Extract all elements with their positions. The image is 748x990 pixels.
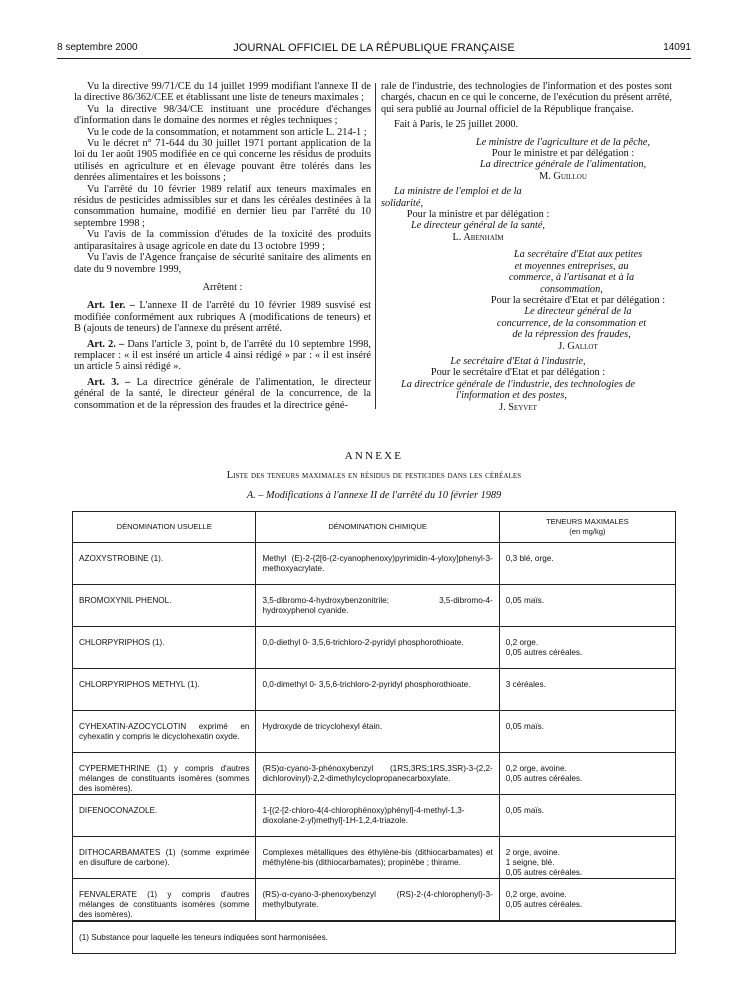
cell-max-limits: [499, 627, 675, 669]
cell-max-limits: [499, 879, 675, 922]
annexe-section-heading: [0, 490, 748, 501]
header-rule: [57, 58, 691, 59]
table-row: [73, 879, 676, 922]
col-header-chemical-name: DÉNOMINATION CHIMIQUE: [256, 512, 499, 543]
signature-role: Le directeur général de la concurrence, de la consommation et de la répression des fraudes,: [496, 306, 647, 341]
header-date: 8 septembre 2000: [57, 42, 138, 53]
article-text: La directrice générale de l'alimentation, le directeur général de la santé, le directeur général de la concurrence, de la consommation et de la répression des fraudes et la directrice géné-: [74, 376, 371, 411]
cell-chemical-name-text: 0,0-dimethyl 0- 3,5,6-trichloro-2-pyridyl phosphorothioate.: [262, 680, 471, 689]
col-header-max-limits: TENEURS MAXIMALES (en mg/kg): [499, 512, 675, 543]
cell-usual-name: [73, 711, 256, 753]
signature-title: La secrétaire d'Etat aux petites et moyennes entreprises, au commerce, à l'artisanat et à la consommation,: [508, 249, 643, 295]
cell-max-limits-text: 0,2 orge, avoine. 0,05 autres céréales.: [505, 764, 583, 783]
article-text: L'annexe II de l'arrêté du 10 février 1989 susvisé est modifiée conformément aux rubriques A (modifications de teneurs) et B (ajouts de teneurs) de l'annexe du présent arrêté.: [74, 300, 371, 335]
table-row: [73, 795, 676, 837]
cell-usual-name-text: CYPERMETHRINE (1) y compris d'autres mélanges de constituants isomères (sommes des isomères).: [79, 764, 250, 793]
visa-paragraph: Vu la directive 98/34/CE instituant une procédure d'échanges d'information dans le domaine des normes et règles techniques ;: [74, 103, 371, 127]
column-divider: [375, 83, 376, 409]
visa-paragraph: Vu l'avis de l'Agence française de sécurité sanitaire des aliments en date du 9 novembre 1999,: [74, 252, 371, 275]
cell-usual-name-text: CYHEXATIN-AZOCYCLOTIN exprimé en cyhexatin y compris le dicyclohexatin oxyde.: [79, 722, 250, 741]
cell-usual-name-text: CHLORPYRIPHOS METHYL (1).: [79, 680, 200, 689]
cell-usual-name-text: DITHOCARBAMATES (1) (somme exprimée en disulfure de carbone).: [79, 848, 250, 867]
cell-max-limits-text: 0,05 maïs.: [505, 596, 545, 605]
signature-delegation: Pour le secrétaire d'Etat et par délégation :: [430, 367, 606, 379]
cell-chemical-name: [256, 711, 499, 753]
cell-max-limits: [499, 585, 675, 627]
cell-chemical-name-text: (RS)-α-cyano-3-phenoxybenzyl (RS)-2-(4-chlorophenyl)-3-methylbutyrate.: [262, 890, 493, 909]
visa-paragraph: Vu l'avis de la commission d'études de la toxicité des produits antiparasitaires à usage agricole en date du 13 octobre 1999 ;: [74, 229, 371, 252]
header-journal-title: JOURNAL OFFICIEL DE LA RÉPUBLIQUE FRANÇAISE: [233, 42, 515, 54]
article-3: [74, 377, 371, 411]
cell-max-limits: [499, 711, 675, 753]
cell-usual-name: [73, 879, 256, 922]
cell-usual-name: [73, 627, 256, 669]
signature-name: M. Guillou: [539, 170, 587, 182]
cell-chemical-name-text: 0,0-diethyl 0- 3,5,6-trichloro-2-pyridyl phosphorothioate.: [262, 638, 464, 647]
cell-usual-name: [73, 669, 256, 711]
cell-chemical-name: [256, 543, 499, 585]
cell-max-limits-text: 2 orge, avoine. 1 seigne, blé. 0,05 autres céréales.: [505, 848, 583, 877]
signature-block: [441, 137, 672, 183]
signature-title: Le ministre de l'agriculture et de la pêche,: [475, 136, 651, 148]
residue-limits-table: [72, 511, 676, 954]
cell-chemical-name-text: Complexes métalliques des éthylène-bis (dithiocarbamates) et méthylène-bis (dithiocarbamates); propinèbe ; thirame.: [262, 848, 493, 867]
table-row: [73, 627, 676, 669]
cell-chemical-name-text: 3,5-dibromo-4-hydroxybenzonitrile; 3,5-dibromo-4-hydroxyphenol cyanide.: [262, 596, 493, 615]
article-label: Art. 3. –: [87, 376, 131, 388]
col-header-usual-name: DÉNOMINATION USUELLE: [73, 512, 256, 543]
table-row: [73, 837, 676, 879]
cell-chemical-name: [256, 627, 499, 669]
cell-usual-name-text: CHLORPYRIPHOS (1).: [79, 638, 165, 647]
cell-chemical-name: [256, 837, 499, 879]
cell-usual-name: [73, 585, 256, 627]
arretent-heading: Arrêtent :: [202, 281, 243, 293]
table-footnote: (1) Substance pour laquelle les teneurs indiquées sont harmonisées.: [73, 921, 676, 954]
signature-delegation: Pour la ministre et par délégation :: [406, 209, 550, 221]
cell-chemical-name-text: Hydroxyde de tricyclohexyl étain.: [262, 722, 383, 731]
article-2: [74, 339, 371, 373]
cell-chemical-name: [256, 669, 499, 711]
page-header: [0, 36, 748, 56]
article-label: Art. 2. –: [87, 338, 125, 350]
signature-block: [381, 186, 562, 243]
table-row: [73, 753, 676, 795]
table-row: [73, 543, 676, 585]
cell-max-limits: [499, 795, 675, 837]
cell-usual-name-text: AZOXYSTROBINE (1).: [79, 554, 164, 563]
cell-chemical-name: [256, 879, 499, 922]
continuation-paragraph: rale de l'industrie, des technologies de l'information et des postes sont chargés, chacun en ce qui le concerne, de l'exécution du présent arrêté, qui sera publié au Journal officiel de la République française.: [381, 81, 672, 115]
cell-chemical-name-text: (RS)α-cyano-3-phénoxybenzyl (1RS,3RS;1RS,3SR)-3-(2,2-dichlorovinyl)-2,2-dimethylcyclopropanecarboxylate.: [262, 764, 493, 783]
cell-usual-name-text: FENVALERATE (1) y compris d'autres mélanges de constituants isomères (somme des isomères).: [79, 890, 250, 919]
signature-title: La ministre de l'emploi et de la solidarité,: [381, 186, 522, 209]
signature-title: Le secrétaire d'Etat à l'industrie,: [450, 355, 586, 367]
cell-chemical-name-text: 1-[(2-[2-chloro-4(4-chlorophénoxy)phényl]-4-methyl-1,3-dioxolane-2-yl)methyl]-1H-1,2,4-triazole.: [262, 806, 465, 825]
signature-role: La directrice générale de l'alimentation,: [479, 159, 647, 171]
table-header-row: [73, 512, 676, 543]
cell-chemical-name-text: Methyl (E)-2-{2[6-(2-cyanophenoxy)pyrimidin-4-yloxy]phenyl-3-methoxyacrylate.: [262, 554, 493, 573]
fait-a-paris: Fait à Paris, le 25 juillet 2000.: [394, 119, 519, 131]
table-row: [73, 711, 676, 753]
cell-usual-name-text: DIFENOCONAZOLE.: [79, 806, 158, 815]
signature-name: J. Seyvet: [499, 401, 537, 413]
cell-max-limits-text: 0,05 maïs.: [505, 806, 545, 815]
cell-max-limits: [499, 543, 675, 585]
cell-max-limits-text: 0,2 orge, avoine. 0,05 autres céréales.: [505, 890, 583, 909]
cell-max-limits: [499, 837, 675, 879]
signature-role: Le directeur général de la santé,: [410, 220, 546, 232]
signature-name: J. Gallot: [558, 340, 598, 352]
left-column: [74, 81, 371, 411]
cell-usual-name: [73, 837, 256, 879]
cell-usual-name: [73, 543, 256, 585]
article-1: [74, 300, 371, 334]
visa-paragraph: Vu le code de la consommation, et notamment son article L. 214-1 ;: [87, 126, 367, 138]
article-label: Art. 1er. –: [87, 300, 135, 312]
cell-chemical-name: [256, 753, 499, 795]
cell-chemical-name: [256, 795, 499, 837]
annexe-section-text: A. – Modifications à l'annexe II de l'arrêté du 10 février 1989: [246, 490, 502, 501]
right-column: [381, 81, 672, 413]
header-page-number: 14091: [663, 42, 691, 53]
visa-paragraph: Vu le décret n° 71-644 du 30 juillet 1971 portant application de la loi du 1er août 1905 modifiée en ce qui concerne les résidus de produits utilisés en agriculture et en élevage pouvant être tolérés dans les denrées alimentaires et les boissons ;: [74, 138, 371, 184]
cell-max-limits: [499, 669, 675, 711]
cell-usual-name: [73, 753, 256, 795]
signature-block: [381, 356, 642, 413]
signature-delegation: Pour la secrétaire d'Etat et par délégation :: [490, 294, 666, 306]
annexe-subtitle: Liste des teneurs maximales en résidus de pesticides dans les céréales: [226, 470, 522, 481]
cell-max-limits-text: 0,05 maïs.: [505, 722, 545, 731]
signature-name: L. Abenhaïm: [452, 231, 504, 243]
signature-role: La directrice générale de l'industrie, des technologies de l'information et des postes,: [400, 378, 636, 402]
cell-max-limits-text: 0,3 blé, orge.: [505, 554, 554, 563]
visa-paragraph: Vu la directive 99/71/CE du 14 juillet 1999 modifiant l'annexe II de la directive 86/362/CEE et établissant une liste de teneurs maximales ;: [74, 81, 371, 104]
cell-usual-name: [73, 795, 256, 837]
cell-max-limits-text: 3 céréales.: [505, 680, 546, 689]
table-footnote-row: [73, 921, 676, 954]
cell-usual-name-text: BROMOXYNIL PHENOL.: [79, 596, 172, 605]
article-text: Dans l'article 3, point b, de l'arrêté du 10 septembre 1998, remplacer : « il est inséré un article 4 ainsi rédigé » par : « il est inséré un article 5 ainsi rédigé ».: [74, 338, 371, 373]
cell-chemical-name: [256, 585, 499, 627]
cell-max-limits: [499, 753, 675, 795]
table-row: [73, 585, 676, 627]
visa-paragraph: Vu l'arrêté du 10 février 1989 relatif aux teneurs maximales en résidus de pesticides admissibles sur et dans les céréales destinées à la consommation humaine, modifié en dernier lieu par l'arrêté du 10 septembre 1998 ;: [74, 183, 371, 229]
signature-delegation: Pour le ministre et par délégation :: [491, 148, 635, 160]
annexe-title: ANNEXE: [344, 450, 404, 462]
cell-max-limits-text: 0,2 orge. 0,05 autres céréales.: [505, 638, 583, 657]
signature-block: [471, 249, 672, 352]
table-row: [73, 669, 676, 711]
